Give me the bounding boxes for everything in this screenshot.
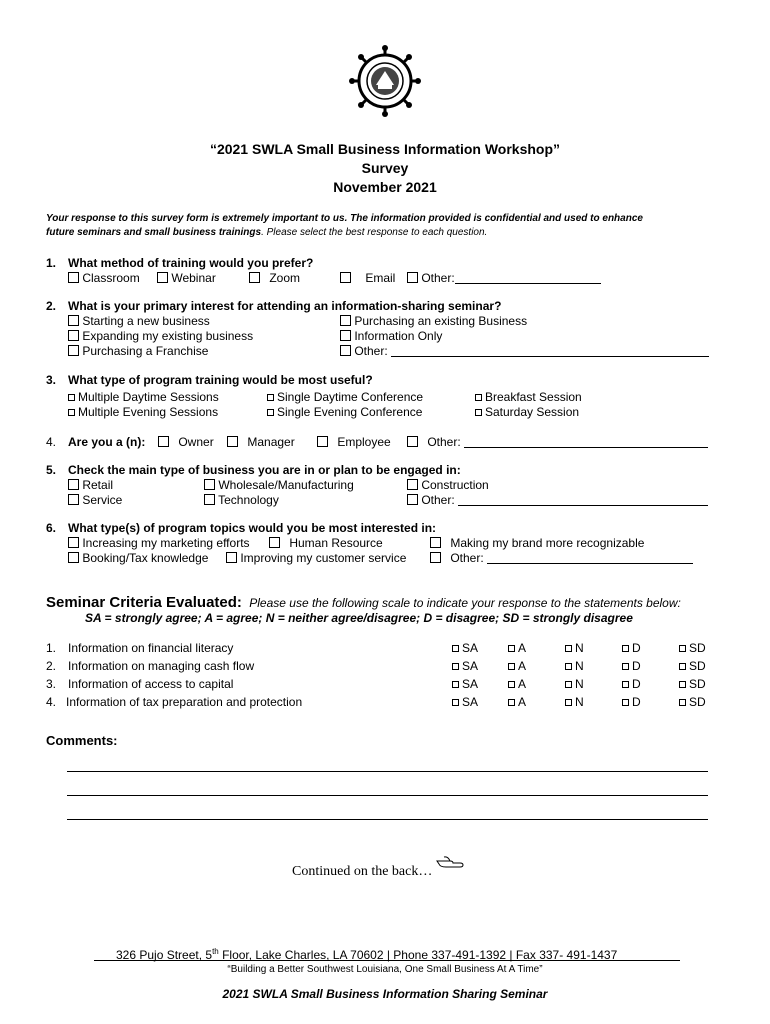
scale-option-a[interactable]: A: [508, 677, 526, 691]
intro-line2: future seminars and small business trainings. Please select the best response to each question.: [46, 227, 488, 238]
q2-option-start[interactable]: Starting a new business: [68, 314, 210, 328]
checkbox[interactable]: [679, 681, 686, 688]
checkbox[interactable]: [622, 681, 629, 688]
q6-option-marketing[interactable]: Increasing my marketing efforts: [68, 536, 250, 550]
q5-option-technology[interactable]: Technology: [204, 493, 279, 507]
checkbox[interactable]: [508, 663, 515, 670]
checkbox[interactable]: [407, 436, 418, 447]
other-line[interactable]: [487, 553, 693, 564]
checkbox[interactable]: [430, 537, 441, 548]
q2-number: 2.: [46, 299, 57, 313]
q3-option-multi-day[interactable]: Multiple Daytime Sessions: [68, 390, 219, 404]
checkbox[interactable]: [68, 315, 79, 326]
footer-divider: [94, 960, 680, 961]
scale-option-n[interactable]: N: [565, 695, 584, 709]
q2-option-purchase[interactable]: Purchasing an existing Business: [340, 314, 527, 328]
q6-question: What type(s) of program topics would you be most interested in:: [68, 521, 437, 535]
scale-option-sd[interactable]: SD: [679, 659, 706, 673]
q2-option-other[interactable]: Other:: [340, 344, 709, 358]
checkbox[interactable]: [68, 394, 75, 401]
q3-option-single-day[interactable]: Single Daytime Conference: [267, 390, 423, 404]
q4-option-employee[interactable]: Employee: [317, 435, 391, 449]
scale-option-d[interactable]: D: [622, 659, 641, 673]
scale-option-d[interactable]: D: [622, 695, 641, 709]
q1-question: What method of training would you prefer?: [68, 256, 314, 270]
checkbox[interactable]: [68, 330, 79, 341]
checkbox[interactable]: [622, 663, 629, 670]
q3-number: 3.: [46, 373, 57, 387]
scale-option-sd[interactable]: SD: [679, 677, 706, 691]
checkbox[interactable]: [430, 552, 441, 563]
checkbox[interactable]: [68, 272, 79, 283]
scale-option-n[interactable]: N: [565, 677, 584, 691]
checkbox[interactable]: [68, 494, 79, 505]
checkbox[interactable]: [340, 315, 351, 326]
q2-option-franchise[interactable]: Purchasing a Franchise: [68, 344, 208, 358]
checkbox[interactable]: [508, 645, 515, 652]
criteria-instruction: Please use the following scale to indicate your response to the statements below:: [249, 596, 681, 610]
q5-option-service[interactable]: Service: [68, 493, 122, 507]
q4-option-manager[interactable]: Manager: [227, 435, 295, 449]
criteria-header: [46, 594, 681, 612]
q6-option-brand[interactable]: Making my brand more recognizable: [430, 536, 644, 550]
q3-option-multi-evening[interactable]: Multiple Evening Sessions: [68, 405, 218, 419]
checkbox[interactable]: [68, 552, 79, 563]
q6-option-hr[interactable]: Human Resource: [269, 536, 383, 550]
q1-option-email[interactable]: Email: [340, 271, 395, 285]
q6-number: 6.: [46, 521, 57, 535]
survey-subtitle: Survey: [361, 160, 409, 176]
q5-option-other[interactable]: Other:: [407, 493, 708, 507]
checkbox[interactable]: [452, 681, 459, 688]
checkbox[interactable]: [267, 394, 274, 401]
checkbox[interactable]: [622, 699, 629, 706]
scale-option-d[interactable]: D: [622, 641, 641, 655]
comment-line[interactable]: [67, 819, 708, 820]
checkbox[interactable]: [452, 645, 459, 652]
footer-address: 326 Pujo Street, 5th Floor, Lake Charles, LA 70602 | Phone 337-491-1392 | Fax 337- 491-1437: [116, 947, 618, 962]
q3-option-breakfast[interactable]: Breakfast Session: [475, 390, 582, 404]
checkbox[interactable]: [267, 409, 274, 416]
criteria-scale: SA = strongly agree; A = agree; N = neither agree/disagree; D = disagree; SD = strongly disagree: [85, 611, 633, 625]
scale-option-a[interactable]: A: [508, 695, 526, 709]
checkbox[interactable]: [565, 645, 572, 652]
q1-option-zoom[interactable]: Zoom: [249, 271, 300, 285]
checkbox[interactable]: [340, 272, 351, 283]
other-line[interactable]: [464, 437, 708, 448]
survey-date: November 2021: [333, 179, 437, 195]
q3-option-single-evening[interactable]: Single Evening Conference: [267, 405, 422, 419]
checkbox[interactable]: [679, 645, 686, 652]
ship-wheel-logo: [349, 45, 421, 117]
checkbox[interactable]: [407, 272, 418, 283]
row-text: Information on financial literacy: [68, 641, 234, 655]
checkbox[interactable]: [68, 479, 79, 490]
scale-option-sd[interactable]: SD: [679, 695, 706, 709]
checkbox[interactable]: [452, 699, 459, 706]
other-line[interactable]: [458, 495, 708, 506]
checkbox[interactable]: [226, 552, 237, 563]
checkbox[interactable]: [475, 394, 482, 401]
checkbox[interactable]: [204, 494, 215, 505]
row-text: Information of access to capital: [68, 677, 234, 691]
scale-option-sd[interactable]: SD: [679, 641, 706, 655]
row-number: 2.: [46, 659, 57, 673]
checkbox[interactable]: [158, 436, 169, 447]
q2-question: What is your primary interest for attending an information-sharing seminar?: [68, 299, 502, 313]
row-number: 4.: [46, 695, 57, 709]
criteria-heading: Seminar Criteria Evaluated:: [46, 594, 242, 611]
q1-option-classroom[interactable]: Classroom: [68, 271, 140, 285]
checkbox[interactable]: [508, 681, 515, 688]
comment-line[interactable]: [67, 795, 708, 796]
q5-number: 5.: [46, 463, 57, 477]
comments-label: Comments:: [46, 733, 118, 748]
q5-question: Check the main type of business you are in or plan to be engaged in:: [68, 463, 461, 477]
scale-option-a[interactable]: A: [508, 641, 526, 655]
checkbox[interactable]: [452, 663, 459, 670]
footer-seminar: 2021 SWLA Small Business Information Sharing Seminar: [222, 987, 548, 1001]
checkbox[interactable]: [407, 494, 418, 505]
scale-option-sa[interactable]: SA: [452, 641, 478, 655]
q2-option-expand[interactable]: Expanding my existing business: [68, 329, 253, 343]
footer-tagline: “Building a Better Southwest Louisiana, One Small Business At A Time”: [227, 964, 543, 975]
q2-option-info[interactable]: Information Only: [340, 329, 442, 343]
checkbox[interactable]: [407, 479, 418, 490]
scale-option-a[interactable]: A: [508, 659, 526, 673]
checkbox[interactable]: [227, 436, 238, 447]
checkbox[interactable]: [475, 409, 482, 416]
checkbox[interactable]: [508, 699, 515, 706]
other-line[interactable]: [391, 346, 709, 357]
checkbox[interactable]: [249, 272, 260, 283]
scale-option-sa[interactable]: SA: [452, 677, 478, 691]
checkbox[interactable]: [68, 345, 79, 356]
comment-line[interactable]: [67, 771, 708, 772]
q5-option-construction[interactable]: Construction: [407, 478, 489, 492]
q6-option-booking[interactable]: Booking/Tax knowledge: [68, 551, 208, 565]
pointing-hand-icon: [436, 855, 464, 869]
checkbox[interactable]: [340, 345, 351, 356]
checkbox[interactable]: [269, 537, 280, 548]
checkbox[interactable]: [340, 330, 351, 341]
checkbox[interactable]: [317, 436, 328, 447]
q1-number: 1.: [46, 256, 57, 270]
checkbox[interactable]: [68, 537, 79, 548]
other-line[interactable]: [455, 273, 601, 284]
row-number: 1.: [46, 641, 57, 655]
checkbox[interactable]: [679, 663, 686, 670]
checkbox[interactable]: [679, 699, 686, 706]
row-text: Information on managing cash flow: [68, 659, 255, 673]
scale-option-sa[interactable]: SA: [452, 659, 478, 673]
q5-option-retail[interactable]: Retail: [68, 478, 113, 492]
checkbox[interactable]: [622, 645, 629, 652]
q1-option-webinar[interactable]: Webinar: [157, 271, 216, 285]
checkbox[interactable]: [157, 272, 168, 283]
scale-option-d[interactable]: D: [622, 677, 641, 691]
q4-option-owner[interactable]: Owner: [158, 435, 214, 449]
checkbox[interactable]: [565, 699, 572, 706]
q4-option-other[interactable]: Other:: [407, 435, 708, 449]
intro-line1: Your response to this survey form is extremely important to us. The information provided is confidential and used to enhance: [46, 213, 643, 224]
q6-option-other[interactable]: Other:: [430, 551, 693, 565]
continued-note: Continued on the back…: [292, 855, 464, 881]
row-number: 3.: [46, 677, 57, 691]
row-text: Information of tax preparation and protection: [66, 695, 303, 709]
survey-title: “2021 SWLA Small Business Information Workshop”: [209, 141, 561, 157]
q5-option-wholesale[interactable]: Wholesale/Manufacturing: [204, 478, 354, 492]
q4-number: 4.: [46, 435, 57, 449]
checkbox[interactable]: [565, 681, 572, 688]
q3-option-saturday[interactable]: Saturday Session: [475, 405, 579, 419]
q1-option-other[interactable]: Other:: [407, 271, 601, 285]
q3-question: What type of program training would be most useful?: [68, 373, 373, 387]
checkbox[interactable]: [565, 663, 572, 670]
scale-option-n[interactable]: N: [565, 641, 584, 655]
q6-option-customer-service[interactable]: Improving my customer service: [226, 551, 406, 565]
q4-question: Are you a (n):: [68, 435, 146, 449]
scale-option-n[interactable]: N: [565, 659, 584, 673]
checkbox[interactable]: [204, 479, 215, 490]
scale-option-sa[interactable]: SA: [452, 695, 478, 709]
checkbox[interactable]: [68, 409, 75, 416]
